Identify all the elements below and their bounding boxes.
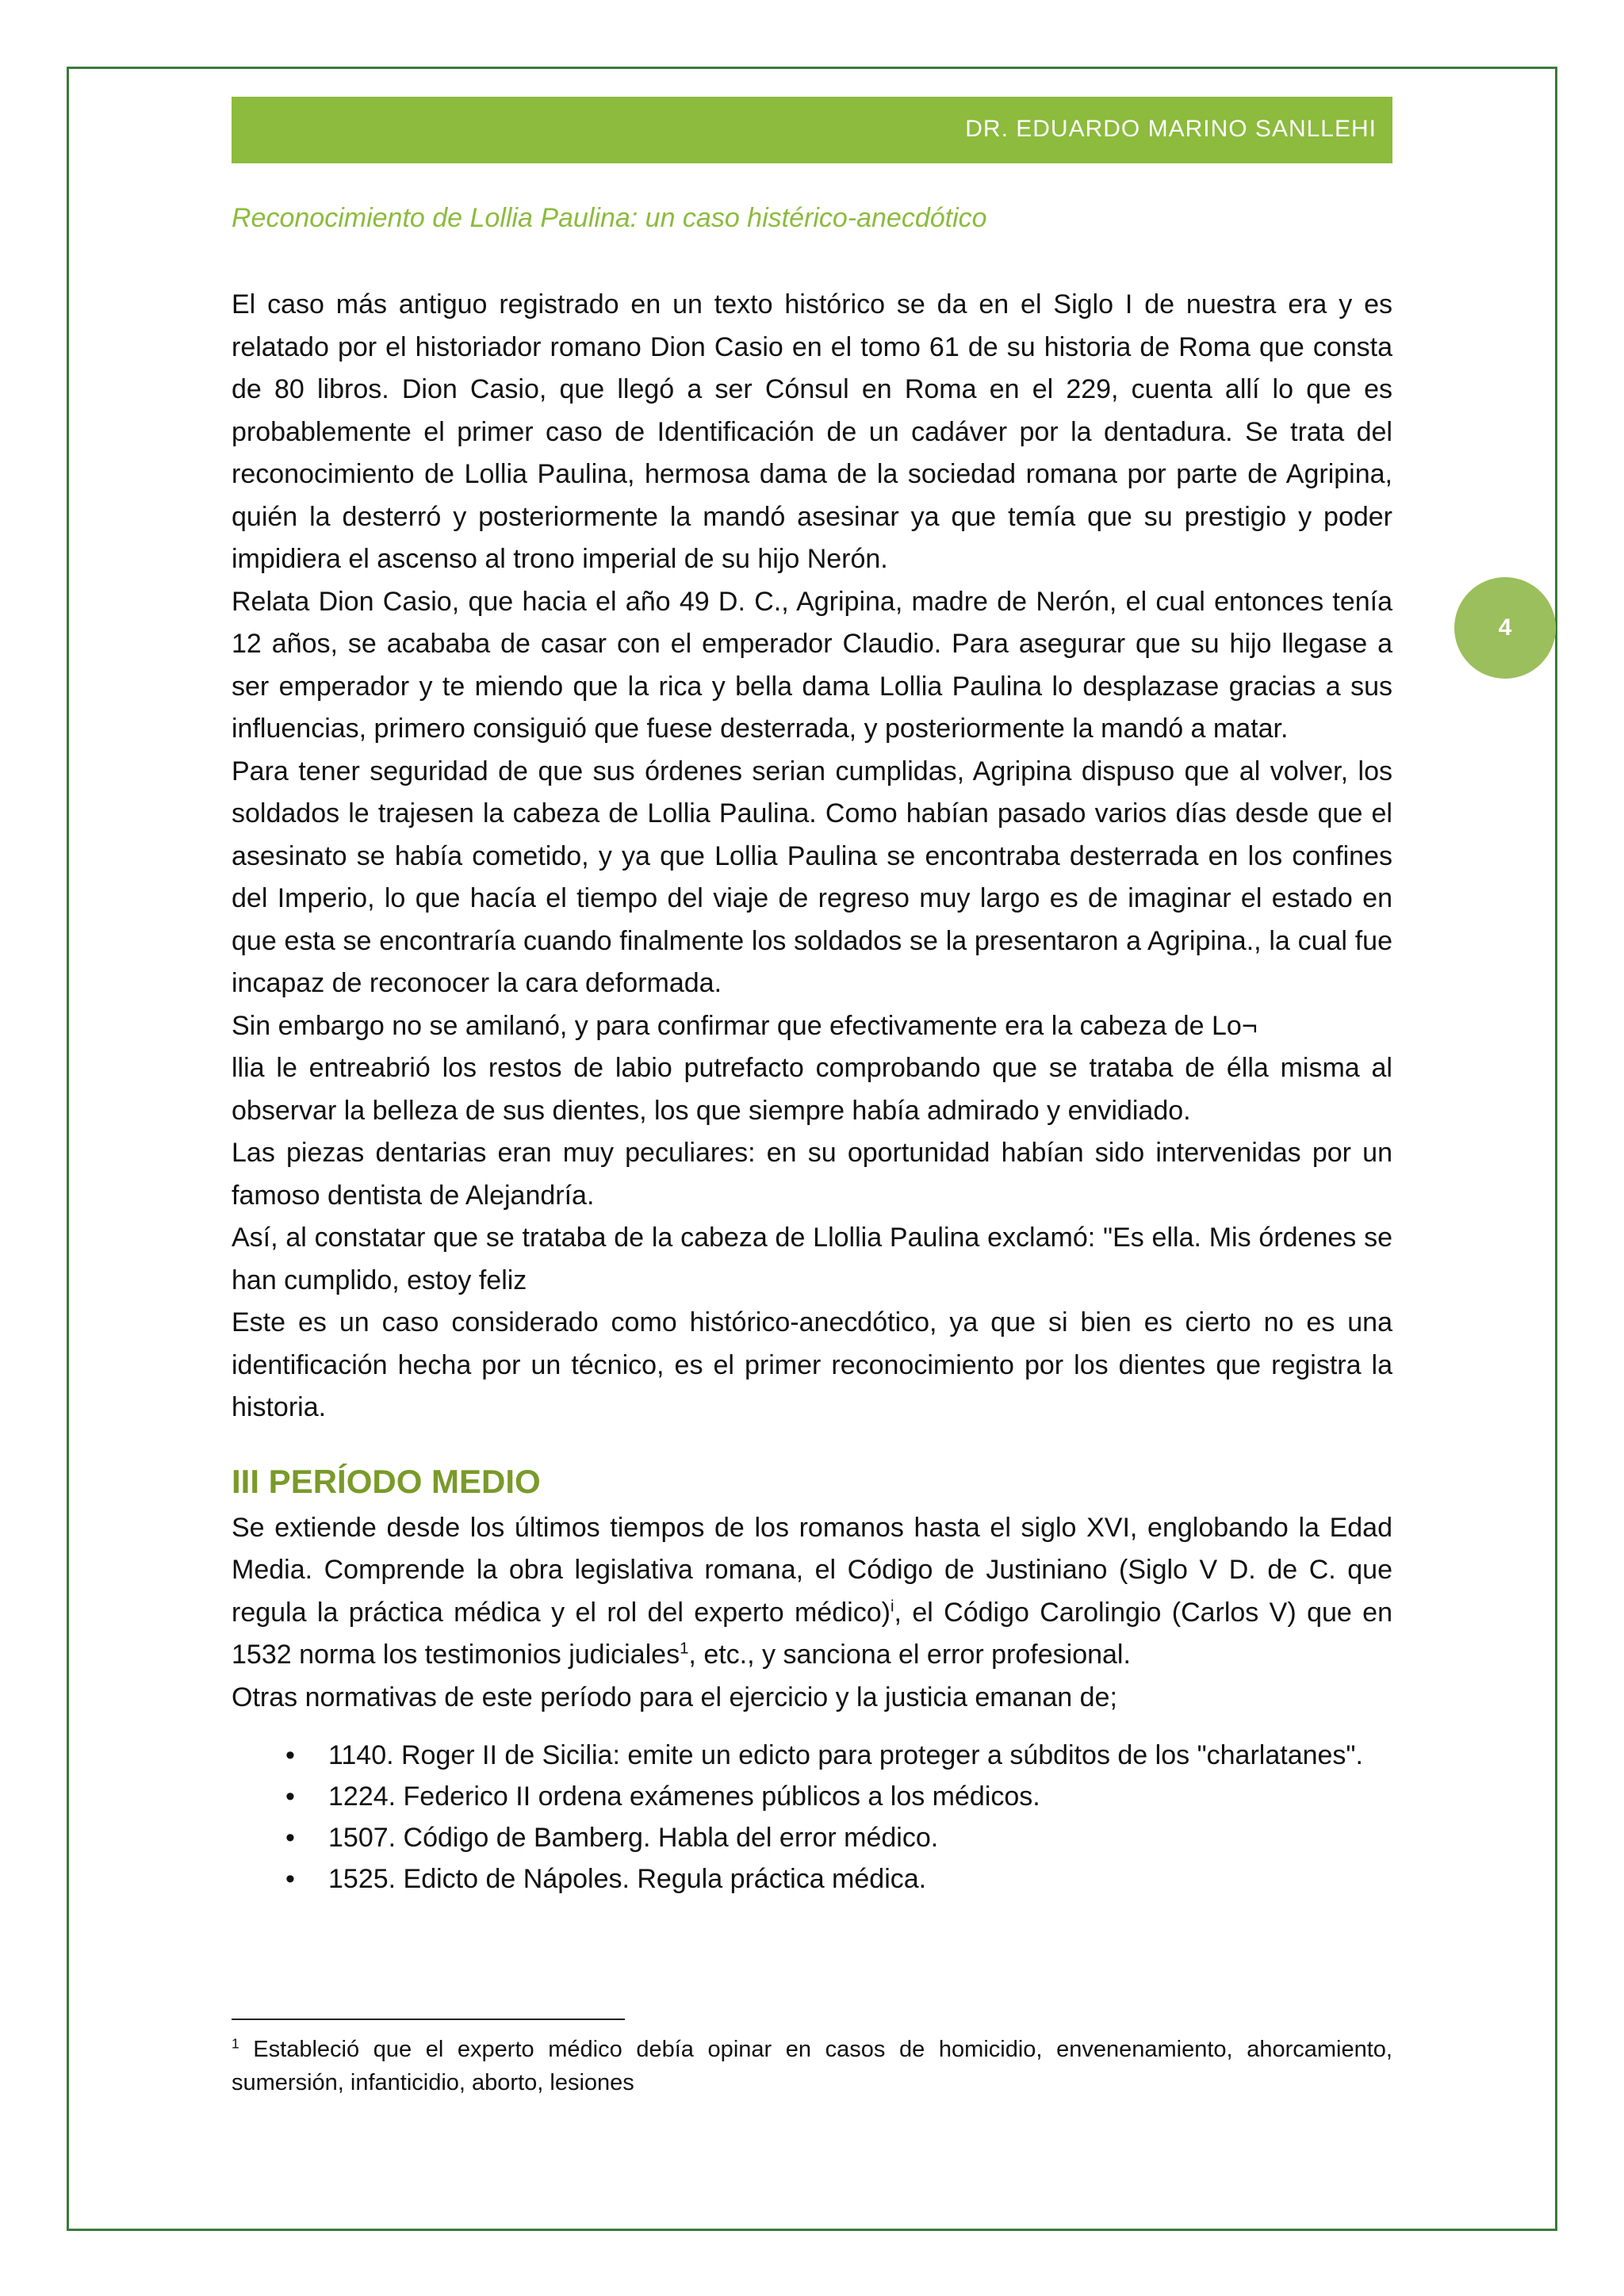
footnote-text: Estableció que el experto médico debía opinar en casos de homicidio, envenenamiento, ahorcamiento, sumersión, infanticidio, aborto, lesiones: [232, 2037, 1392, 2095]
paragraph: Este es un caso considerado como histórico-anecdótico, ya que si bien es cierto no es una identificación hecha por un técnico, es el primer reconocimiento por los dientes que registra la historia.: [232, 1307, 1392, 1422]
list-item: [232, 1735, 1392, 1776]
paragraph: Para tener seguridad de que sus órdenes serian cumplidas, Agripina dispuso que al volver, los soldados le trajesen la cabeza de Lollia Paulina. Como habían pasado varios días desde que el asesinato se había cometido, y ya que Lollia Paulina se encontraba desterrada en los confines del Imperio, lo que hacía el tiempo del viaje de regreso muy largo es de imaginar el estado en que esta se encontraría cuando finalmente los soldados se la presentaron a Agripina., la cual fue incapaz de reconocer la cara deformada.: [232, 756, 1392, 998]
endnote-marker: i: [890, 1598, 894, 1616]
main-content: [232, 284, 1392, 1900]
page-number-badge: 4: [1454, 577, 1556, 679]
paragraph: llia le entreabrió los restos de labio putrefacto comprobando que se trataba de élla misma al observar la belleza de sus dientes, los que siempre había admirado y envidiado.: [232, 1053, 1392, 1126]
bullet-icon: •: [285, 1740, 295, 1770]
bullet-icon: •: [285, 1864, 295, 1894]
list-item-text: 1140. Roger II de Sicilia: emite un edicto para proteger a súbditos de los "charlatanes".: [328, 1740, 1363, 1770]
bullet-icon: •: [285, 1823, 295, 1853]
list-item-text: 1224. Federico II ordena exámenes públicos a los médicos.: [328, 1781, 1040, 1812]
section-paragraph: Otras normativas de este período para el ejercicio y la justicia emanan de;: [232, 1682, 1117, 1712]
section-text: Se extiende desde los últimos tiempos de los romanos hasta el siglo XVI, englobando la Edad Media. Comprende la obra legislativa romana, el Código de Justiniano (Siglo V D. de C. que regula la práctica médica y el rol del experto médico): [232, 1512, 1392, 1628]
footnote-divider: [232, 2019, 625, 2020]
section-paragraph: [232, 1507, 1392, 1677]
paragraph: Sin embargo no se amilanó, y para confirmar que efectivamente era la cabeza de Lo¬: [232, 1010, 1258, 1041]
article-subtitle: Reconocimiento de Lollia Paulina: un caso histérico-anecdótico: [232, 203, 987, 233]
footnote-number: 1: [232, 2035, 239, 2052]
paragraph: Así, al constatar que se trataba de la cabeza de Llollia Paulina exclamó: "Es ella. Mis órdenes se han cumplido, estoy feliz: [232, 1223, 1392, 1295]
section-text: , el Código Carolingio (Carlos V) que en 1532 norma los testimonios judiciales: [232, 1597, 1392, 1670]
section-text: , etc., y sanciona el error profesional.: [688, 1640, 1131, 1670]
header-author: DR. EDUARDO MARINO SANLLEHI: [965, 116, 1377, 142]
section-heading: III PERÍODO MEDIO: [232, 1462, 541, 1500]
footnote: [232, 2033, 1392, 2099]
list-item: [232, 1776, 1392, 1817]
header-bar: [232, 97, 1392, 163]
list-item-text: 1507. Código de Bamberg. Habla del error médico.: [328, 1823, 939, 1853]
list-item: [232, 1817, 1392, 1858]
paragraph: Relata Dion Casio, que hacia el año 49 D. C., Agripina, madre de Nerón, el cual entonces tenía 12 años, se acababa de casar con el emperador Claudio. Para asegurar que su hijo llegase a ser emperador y te miendo que la rica y bella dama Lollia Paulina lo desplazase gracias a sus influencias, primero consiguió que fuese desterrada, y posteriormente la mandó a matar.: [232, 586, 1392, 744]
list-item: [232, 1858, 1392, 1900]
list-item-text: 1525. Edicto de Nápoles. Regula práctica médica.: [328, 1864, 927, 1894]
paragraph: El caso más antiguo registrado en un texto histórico se da en el Siglo I de nuestra era y es relatado por el historiador romano Dion Casio en el tomo 61 de su historia de Roma que consta de 80 libros. Dion Casio, que llegó a ser Cónsul en Roma en el 229, cuenta allí lo que es probablemente el primer caso de Identificación de un cadáver por la dentadura. Se trata del reconocimiento de Lollia Paulina, hermosa dama de la sociedad romana por parte de Agripina, quién la desterró y posteriormente la mandó asesinar ya que temía que su prestigio y poder impidiera el ascenso al trono imperial de su hijo Nerón.: [232, 289, 1392, 574]
bullet-list: [232, 1735, 1392, 1900]
bullet-icon: •: [285, 1781, 295, 1812]
footnote-marker: 1: [680, 1640, 689, 1658]
paragraph: Las piezas dentarias eran muy peculiares: en su oportunidad habían sido intervenidas por un famoso dentista de Alejandría.: [232, 1138, 1392, 1211]
